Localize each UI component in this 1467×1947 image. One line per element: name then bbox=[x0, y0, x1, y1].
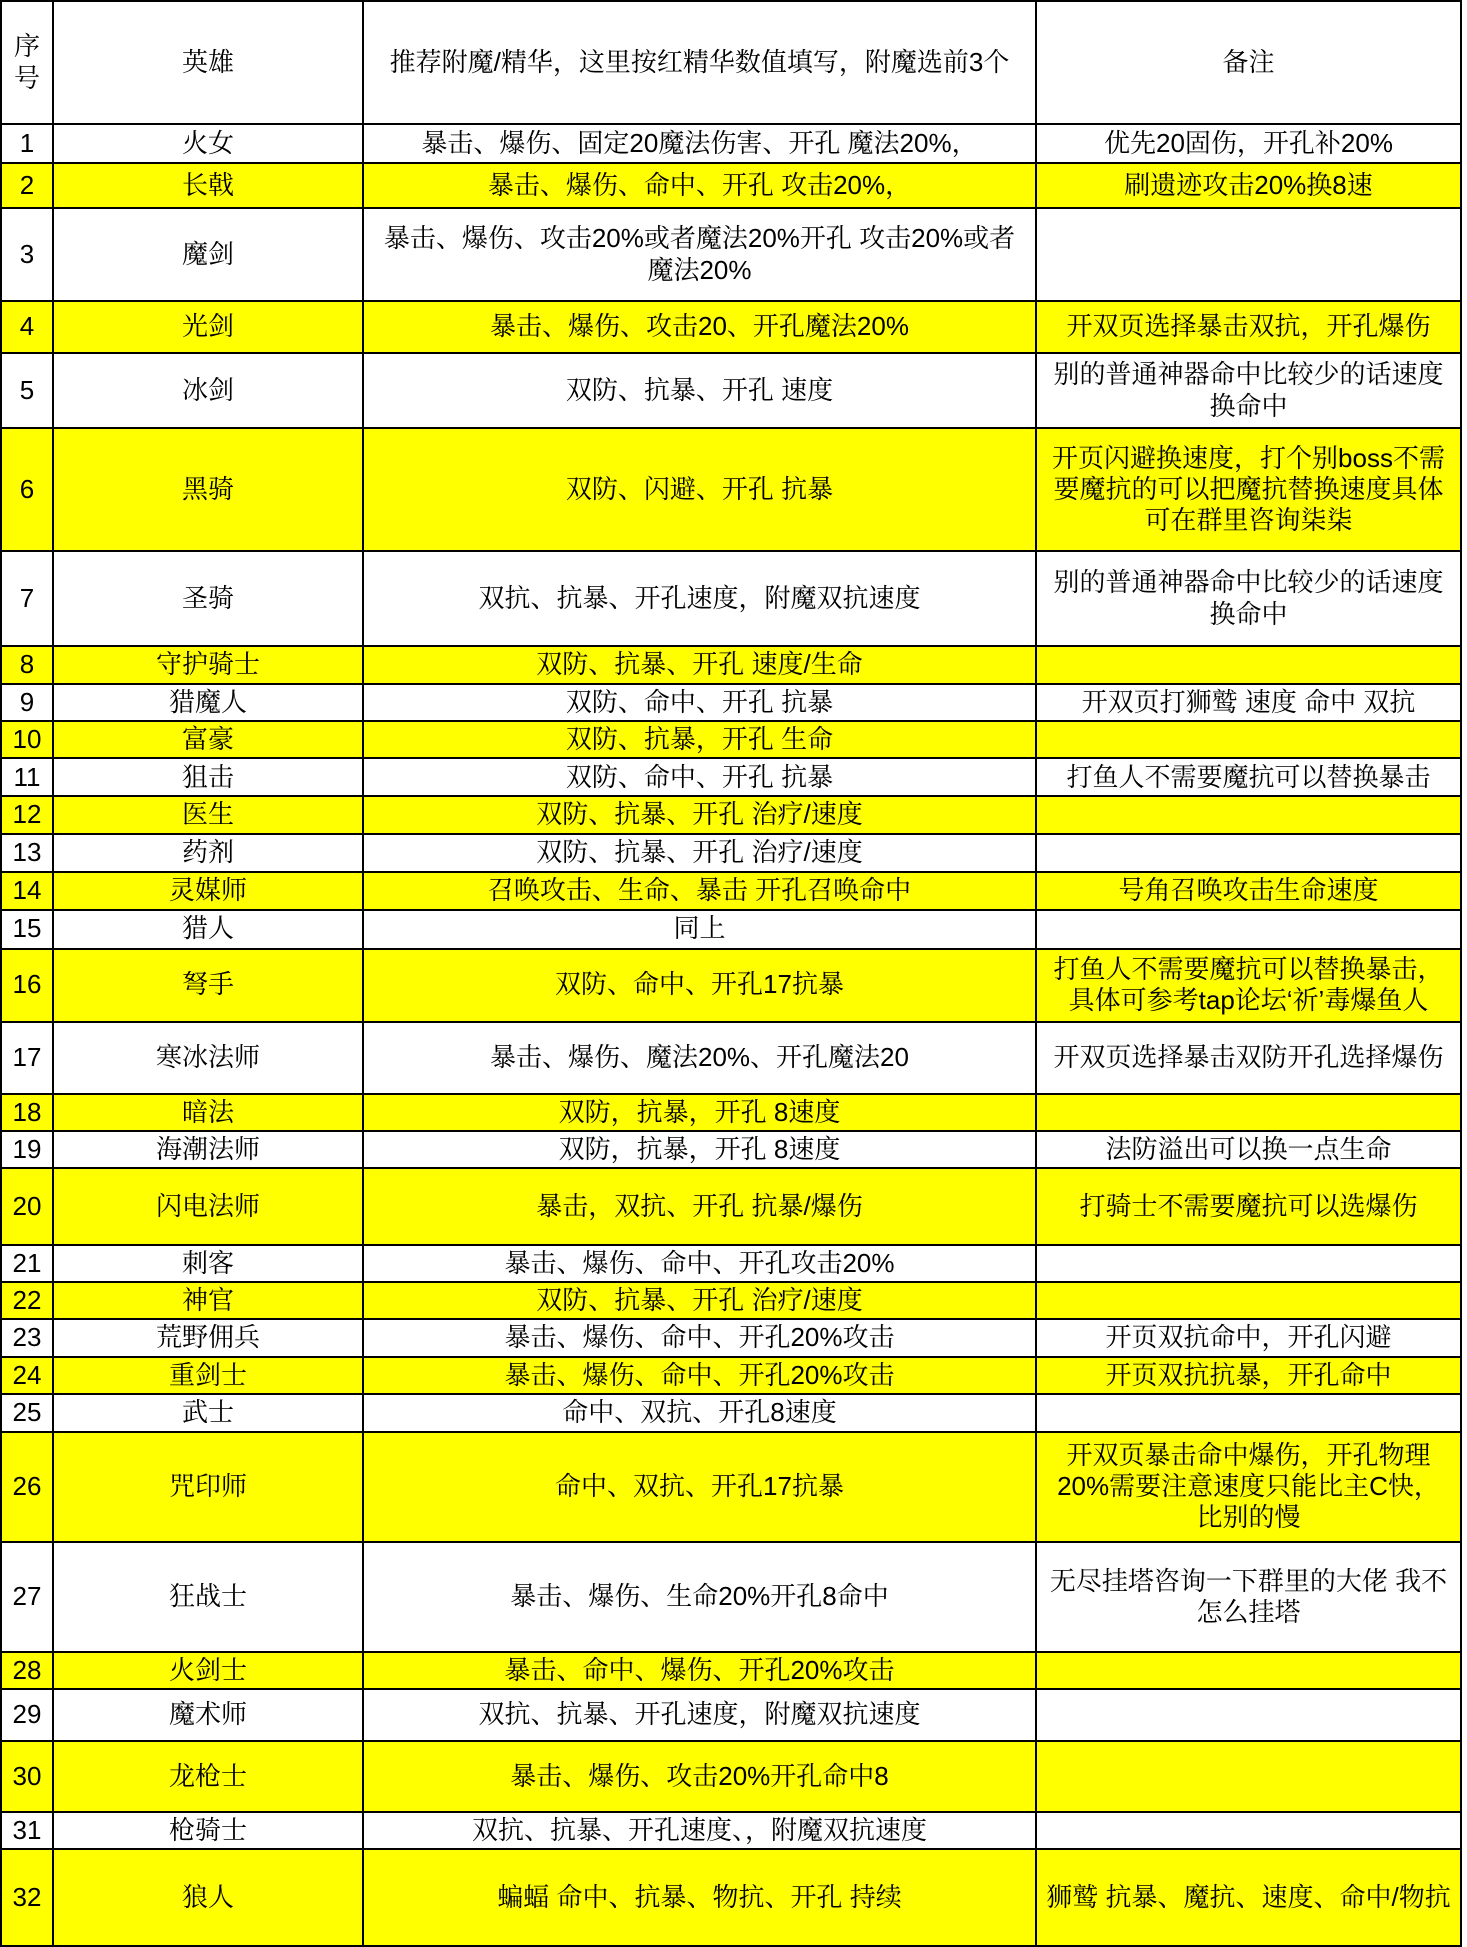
enchant-cell: 双抗、抗暴、开孔速度、，附魔双抗速度 bbox=[363, 1812, 1036, 1849]
note-cell: 打骑士不需要魔抗可以选爆伤 bbox=[1036, 1168, 1461, 1245]
row-index-cell: 12 bbox=[1, 796, 53, 833]
row-index-cell: 10 bbox=[1, 721, 53, 758]
enchant-cell: 双防、抗暴，开孔 生命 bbox=[363, 721, 1036, 758]
header-row bbox=[1, 1, 1461, 124]
note-cell bbox=[1036, 1245, 1461, 1282]
note-cell: 开页闪避换速度，打个别boss不需要魔抗的可以把魔抗替换速度具体可在群里咨询柒柒 bbox=[1036, 428, 1461, 551]
row-index-cell: 25 bbox=[1, 1394, 53, 1432]
table-row bbox=[1, 1652, 1461, 1689]
note-cell: 开双页打狮鹫 速度 命中 双抗 bbox=[1036, 684, 1461, 721]
row-index-cell: 9 bbox=[1, 684, 53, 721]
table-row bbox=[1, 1319, 1461, 1356]
note-cell: 狮鹫 抗暴、魔抗、速度、命中/物抗 bbox=[1036, 1849, 1461, 1946]
row-index-cell: 21 bbox=[1, 1245, 53, 1282]
row-index-cell: 1 bbox=[1, 124, 53, 163]
hero-name-cell: 圣骑 bbox=[53, 551, 363, 646]
table-row bbox=[1, 796, 1461, 833]
note-cell bbox=[1036, 1812, 1461, 1849]
enchant-cell: 双防、抗暴、开孔 治疗/速度 bbox=[363, 1282, 1036, 1319]
note-cell: 开页双抗命中，开孔闪避 bbox=[1036, 1319, 1461, 1356]
enchant-cell: 暴击、爆伤、命中、开孔20%攻击 bbox=[363, 1319, 1036, 1356]
enchant-cell: 同上 bbox=[363, 910, 1036, 949]
table-row bbox=[1, 910, 1461, 949]
enchant-cell: 暴击、命中、爆伤、开孔20%攻击 bbox=[363, 1652, 1036, 1689]
row-index-cell: 22 bbox=[1, 1282, 53, 1319]
note-cell bbox=[1036, 796, 1461, 833]
note-cell bbox=[1036, 1741, 1461, 1812]
enchant-cell: 暴击、爆伤、命中、开孔 攻击20%， bbox=[363, 163, 1036, 208]
table-row bbox=[1, 551, 1461, 646]
hero-name-cell: 龙枪士 bbox=[53, 1741, 363, 1812]
table-row bbox=[1, 1094, 1461, 1131]
enchant-cell: 暴击、爆伤、固定20魔法伤害、开孔 魔法20%， bbox=[363, 124, 1036, 163]
table-row bbox=[1, 1741, 1461, 1812]
row-index-cell: 2 bbox=[1, 163, 53, 208]
row-index-cell: 30 bbox=[1, 1741, 53, 1812]
table-row bbox=[1, 1812, 1461, 1849]
note-cell bbox=[1036, 646, 1461, 684]
hero-name-cell: 寒冰法师 bbox=[53, 1022, 363, 1094]
hero-name-cell: 海潮法师 bbox=[53, 1131, 363, 1168]
hero-name-cell: 光剑 bbox=[53, 301, 363, 353]
table-row bbox=[1, 208, 1461, 301]
table-row bbox=[1, 1168, 1461, 1245]
row-index-cell: 17 bbox=[1, 1022, 53, 1094]
note-cell bbox=[1036, 834, 1461, 872]
enchant-cell: 双防、闪避、开孔 抗暴 bbox=[363, 428, 1036, 551]
enchant-cell: 暴击、爆伤、命中、开孔攻击20% bbox=[363, 1245, 1036, 1282]
hero-name-cell: 猎人 bbox=[53, 910, 363, 949]
row-index-cell: 26 bbox=[1, 1432, 53, 1542]
table-row bbox=[1, 428, 1461, 551]
enchant-cell: 双防、抗暴、开孔 速度/生命 bbox=[363, 646, 1036, 684]
table-row bbox=[1, 872, 1461, 910]
note-cell: 刷遗迹攻击20%换8速 bbox=[1036, 163, 1461, 208]
enchant-cell: 暴击，双抗、开孔 抗暴/爆伤 bbox=[363, 1168, 1036, 1245]
note-cell: 无尽挂塔咨询一下群里的大佬 我不怎么挂塔 bbox=[1036, 1542, 1461, 1652]
note-cell: 法防溢出可以换一点生命 bbox=[1036, 1131, 1461, 1168]
table-row bbox=[1, 684, 1461, 721]
enchant-cell: 命中、双抗、开孔8速度 bbox=[363, 1394, 1036, 1432]
col-header-index: 序号 bbox=[1, 1, 53, 124]
row-index-cell: 4 bbox=[1, 301, 53, 353]
hero-name-cell: 狼人 bbox=[53, 1849, 363, 1946]
row-index-cell: 31 bbox=[1, 1812, 53, 1849]
note-cell: 开双页选择暴击双防开孔选择爆伤 bbox=[1036, 1022, 1461, 1094]
table-row bbox=[1, 646, 1461, 684]
table-row bbox=[1, 1022, 1461, 1094]
row-index-cell: 23 bbox=[1, 1319, 53, 1356]
table-row bbox=[1, 1394, 1461, 1432]
table-row bbox=[1, 1542, 1461, 1652]
row-index-cell: 32 bbox=[1, 1849, 53, 1946]
row-index-cell: 6 bbox=[1, 428, 53, 551]
hero-name-cell: 闪电法师 bbox=[53, 1168, 363, 1245]
row-index-cell: 24 bbox=[1, 1357, 53, 1394]
hero-name-cell: 猎魔人 bbox=[53, 684, 363, 721]
row-index-cell: 13 bbox=[1, 834, 53, 872]
hero-name-cell: 重剑士 bbox=[53, 1357, 363, 1394]
note-cell bbox=[1036, 1689, 1461, 1741]
table-row bbox=[1, 1689, 1461, 1741]
hero-name-cell: 灵媒师 bbox=[53, 872, 363, 910]
table-row bbox=[1, 353, 1461, 428]
enchant-cell: 暴击、爆伤、命中、开孔20%攻击 bbox=[363, 1357, 1036, 1394]
row-index-cell: 3 bbox=[1, 208, 53, 301]
enchant-cell: 双抗、抗暴、开孔速度，附魔双抗速度 bbox=[363, 551, 1036, 646]
row-index-cell: 20 bbox=[1, 1168, 53, 1245]
hero-name-cell: 咒印师 bbox=[53, 1432, 363, 1542]
note-cell bbox=[1036, 1652, 1461, 1689]
table-row bbox=[1, 1357, 1461, 1394]
hero-name-cell: 狙击 bbox=[53, 758, 363, 796]
note-cell bbox=[1036, 1282, 1461, 1319]
hero-name-cell: 刺客 bbox=[53, 1245, 363, 1282]
enchant-cell: 暴击、爆伤、攻击20、开孔魔法20% bbox=[363, 301, 1036, 353]
hero-name-cell: 暗法 bbox=[53, 1094, 363, 1131]
enchant-cell: 暴击、爆伤、攻击20%开孔命中8 bbox=[363, 1741, 1036, 1812]
note-cell bbox=[1036, 208, 1461, 301]
col-header-hero: 英雄 bbox=[53, 1, 363, 124]
table-body bbox=[1, 124, 1461, 1946]
note-cell: 开双页暴击命中爆伤，开孔物理20%需要注意速度只能比主C快，比别的慢 bbox=[1036, 1432, 1461, 1542]
enchant-cell: 暴击、爆伤、攻击20%或者魔法20%开孔 攻击20%或者魔法20% bbox=[363, 208, 1036, 301]
note-cell: 号角召唤攻击生命速度 bbox=[1036, 872, 1461, 910]
enchant-cell: 蝙蝠 命中、抗暴、物抗、开孔 持续 bbox=[363, 1849, 1036, 1946]
enchant-cell: 命中、双抗、开孔17抗暴 bbox=[363, 1432, 1036, 1542]
row-index-cell: 5 bbox=[1, 353, 53, 428]
hero-name-cell: 富豪 bbox=[53, 721, 363, 758]
hero-name-cell: 魔术师 bbox=[53, 1689, 363, 1741]
row-index-cell: 14 bbox=[1, 872, 53, 910]
hero-name-cell: 火剑士 bbox=[53, 1652, 363, 1689]
table-row bbox=[1, 1245, 1461, 1282]
hero-name-cell: 枪骑士 bbox=[53, 1812, 363, 1849]
table-row bbox=[1, 301, 1461, 353]
row-index-cell: 16 bbox=[1, 949, 53, 1022]
row-index-cell: 15 bbox=[1, 910, 53, 949]
hero-name-cell: 火女 bbox=[53, 124, 363, 163]
hero-name-cell: 医生 bbox=[53, 796, 363, 833]
table-row bbox=[1, 1849, 1461, 1946]
note-cell: 开页双抗抗暴，开孔命中 bbox=[1036, 1357, 1461, 1394]
enchant-cell: 双防、抗暴、开孔 治疗/速度 bbox=[363, 796, 1036, 833]
note-cell bbox=[1036, 721, 1461, 758]
table-row bbox=[1, 949, 1461, 1022]
note-cell bbox=[1036, 1394, 1461, 1432]
enchant-cell: 双抗、抗暴、开孔速度，附魔双抗速度 bbox=[363, 1689, 1036, 1741]
enchant-cell: 双防，抗暴，开孔 8速度 bbox=[363, 1094, 1036, 1131]
enchant-cell: 双防、抗暴、开孔 治疗/速度 bbox=[363, 834, 1036, 872]
hero-name-cell: 神官 bbox=[53, 1282, 363, 1319]
enchant-cell: 双防、命中、开孔17抗暴 bbox=[363, 949, 1036, 1022]
row-index-cell: 7 bbox=[1, 551, 53, 646]
note-cell: 开双页选择暴击双抗，开孔爆伤 bbox=[1036, 301, 1461, 353]
hero-name-cell: 守护骑士 bbox=[53, 646, 363, 684]
note-cell: 打鱼人不需要魔抗可以替换暴击，具体可参考tap论坛‘祈’毒爆鱼人 bbox=[1036, 949, 1461, 1022]
row-index-cell: 29 bbox=[1, 1689, 53, 1741]
row-index-cell: 11 bbox=[1, 758, 53, 796]
table-row bbox=[1, 1131, 1461, 1168]
note-cell: 别的普通神器命中比较少的话速度换命中 bbox=[1036, 353, 1461, 428]
enchant-cell: 双防、命中、开孔 抗暴 bbox=[363, 758, 1036, 796]
hero-name-cell: 荒野佣兵 bbox=[53, 1319, 363, 1356]
hero-name-cell: 武士 bbox=[53, 1394, 363, 1432]
col-header-enchant: 推荐附魔/精华，这里按红精华数值填写，附魔选前3个 bbox=[363, 1, 1036, 124]
table-row bbox=[1, 1432, 1461, 1542]
table-row bbox=[1, 834, 1461, 872]
enchant-cell: 暴击、爆伤、生命20%开孔8命中 bbox=[363, 1542, 1036, 1652]
row-index-cell: 27 bbox=[1, 1542, 53, 1652]
note-cell: 别的普通神器命中比较少的话速度换命中 bbox=[1036, 551, 1461, 646]
hero-name-cell: 长戟 bbox=[53, 163, 363, 208]
note-cell bbox=[1036, 1094, 1461, 1131]
table-row bbox=[1, 1282, 1461, 1319]
row-index-cell: 19 bbox=[1, 1131, 53, 1168]
enchant-cell: 召唤攻击、生命、暴击 开孔召唤命中 bbox=[363, 872, 1036, 910]
hero-name-cell: 药剂 bbox=[53, 834, 363, 872]
note-cell: 打鱼人不需要魔抗可以替换暴击 bbox=[1036, 758, 1461, 796]
enchant-cell: 双防、命中、开孔 抗暴 bbox=[363, 684, 1036, 721]
row-index-cell: 18 bbox=[1, 1094, 53, 1131]
hero-name-cell: 冰剑 bbox=[53, 353, 363, 428]
hero-name-cell: 弩手 bbox=[53, 949, 363, 1022]
table-row bbox=[1, 124, 1461, 163]
enchant-cell: 暴击、爆伤、魔法20%、开孔魔法20 bbox=[363, 1022, 1036, 1094]
col-header-note: 备注 bbox=[1036, 1, 1461, 124]
table-row bbox=[1, 758, 1461, 796]
table-row bbox=[1, 721, 1461, 758]
hero-name-cell: 黑骑 bbox=[53, 428, 363, 551]
table-row bbox=[1, 163, 1461, 208]
note-cell: 优先20固伤，开孔补20% bbox=[1036, 124, 1461, 163]
enchant-cell: 双防，抗暴，开孔 8速度 bbox=[363, 1131, 1036, 1168]
row-index-cell: 28 bbox=[1, 1652, 53, 1689]
enchant-cell: 双防、抗暴、开孔 速度 bbox=[363, 353, 1036, 428]
hero-name-cell: 魔剑 bbox=[53, 208, 363, 301]
hero-name-cell: 狂战士 bbox=[53, 1542, 363, 1652]
note-cell bbox=[1036, 910, 1461, 949]
row-index-cell: 8 bbox=[1, 646, 53, 684]
